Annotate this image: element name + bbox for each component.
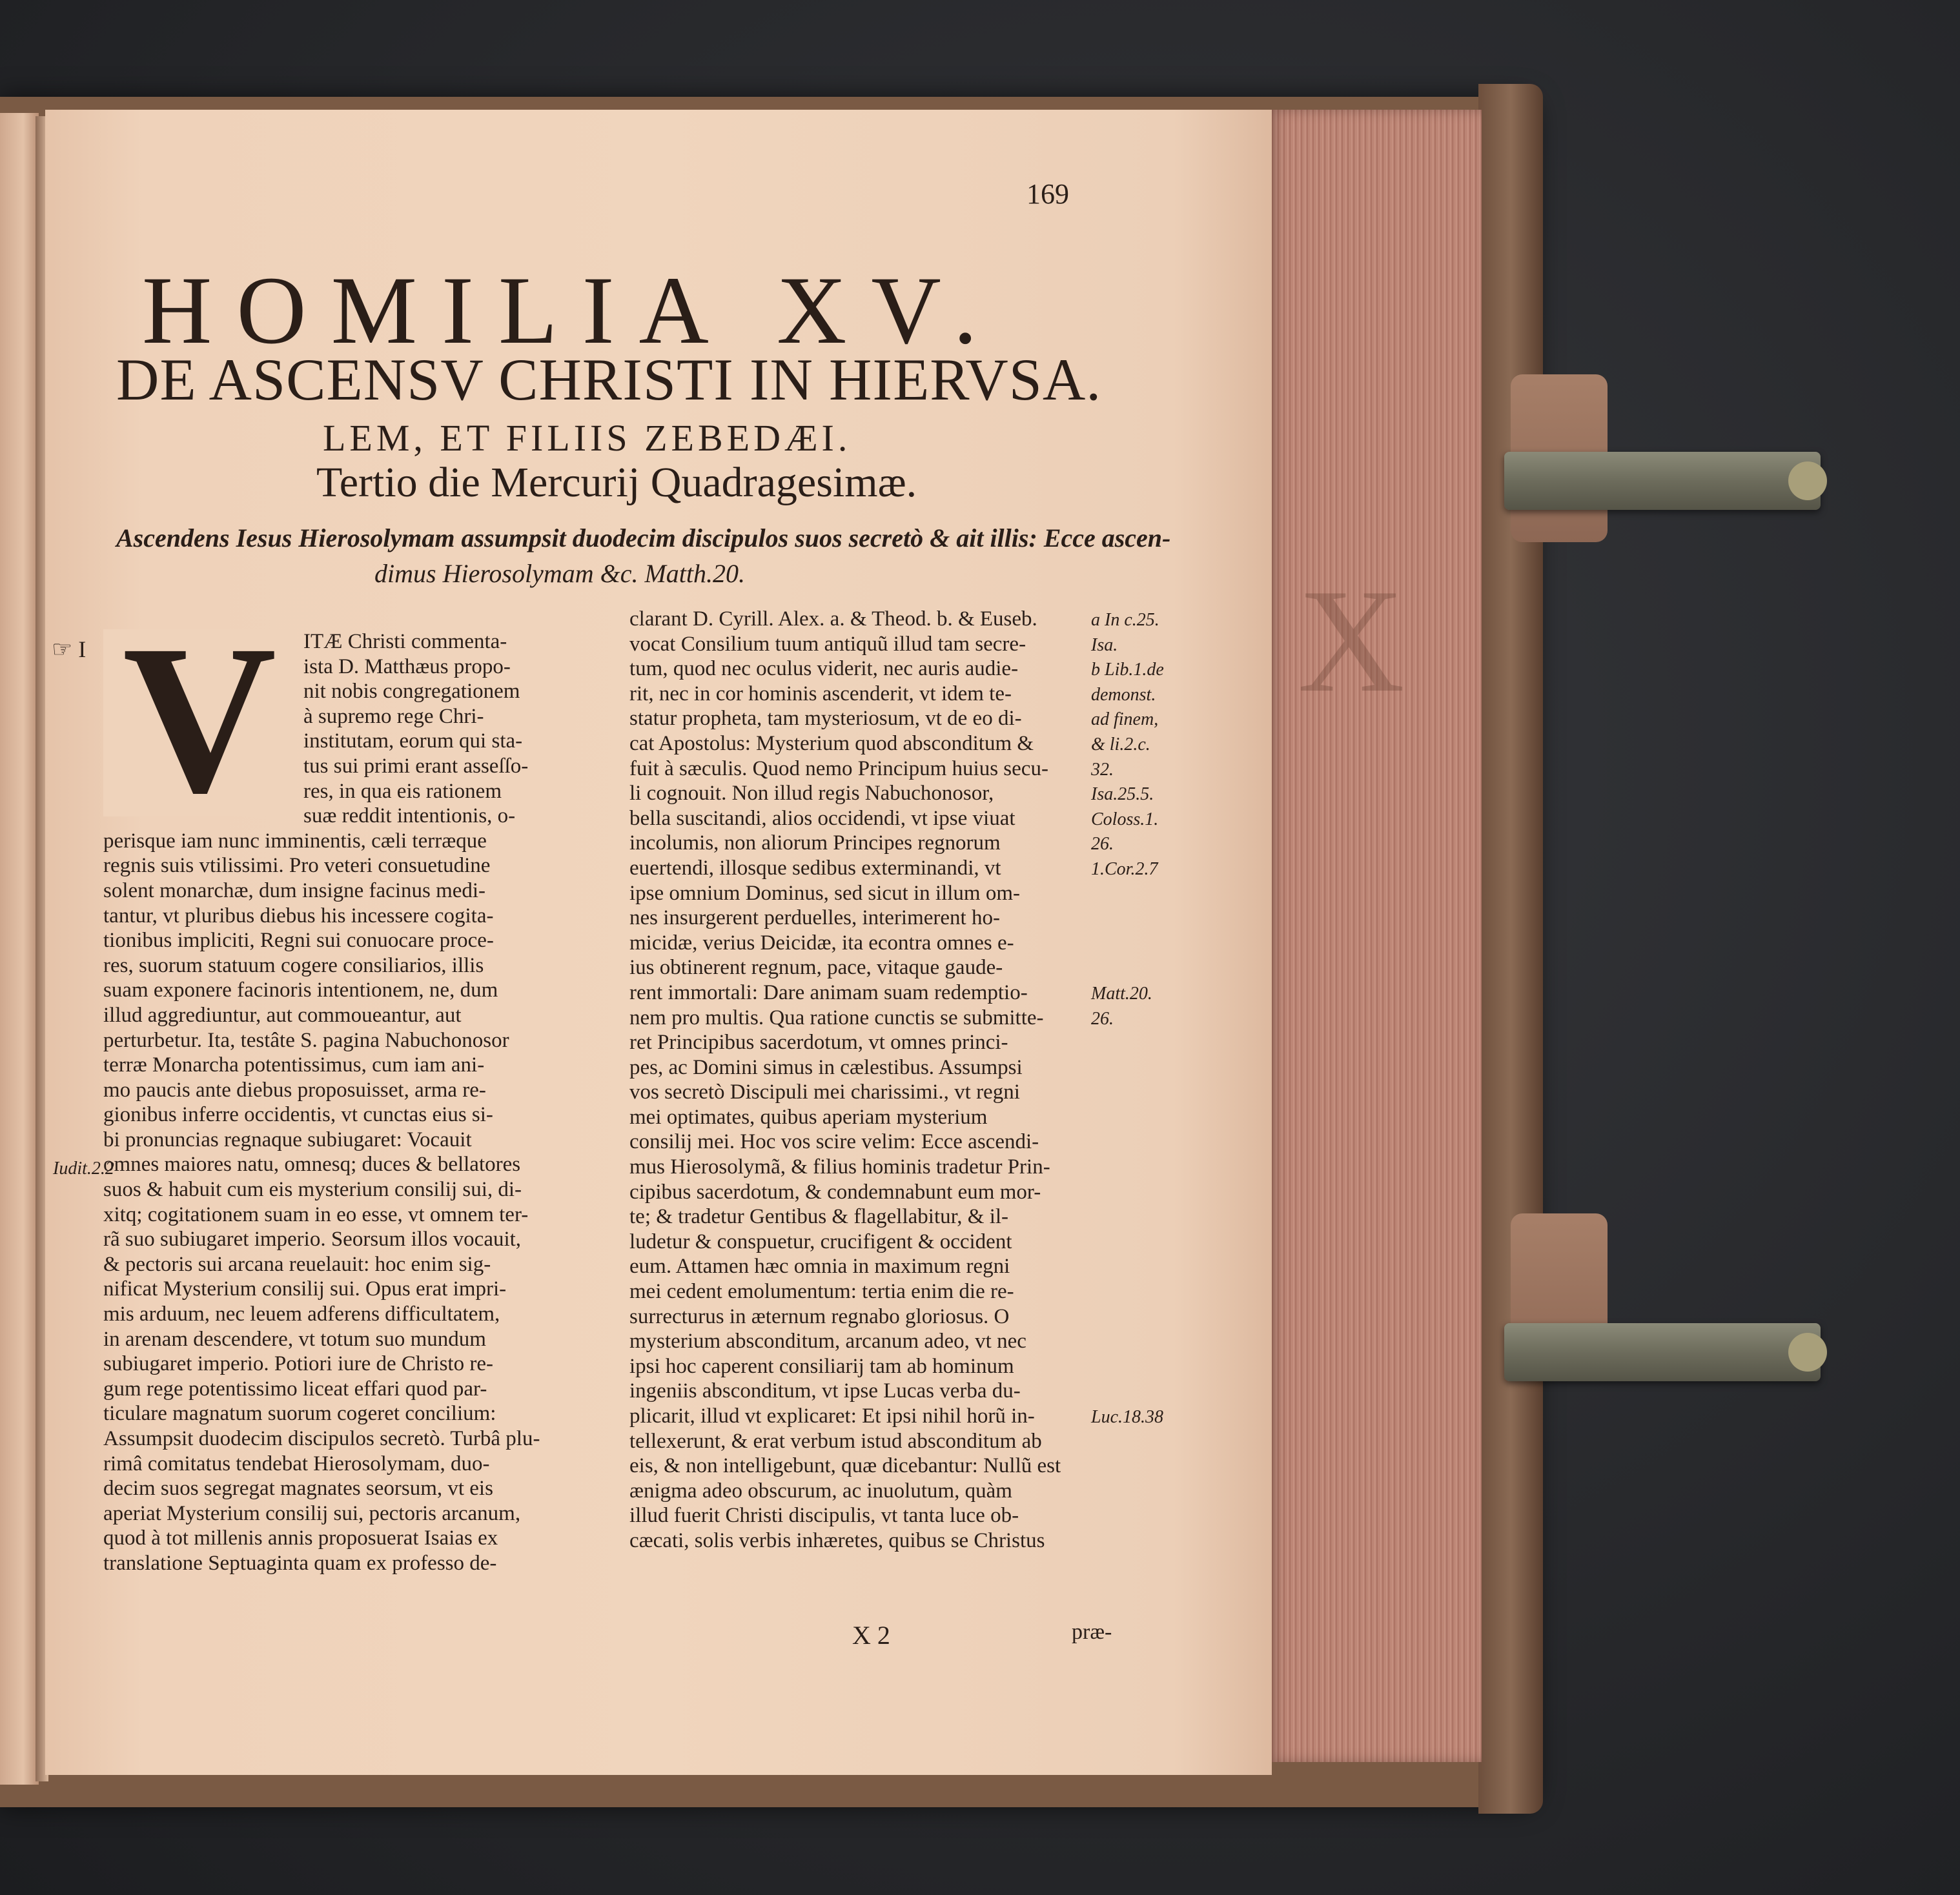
margin-citation: [1091, 1158, 1164, 1183]
text-line: mysterium absconditum, arcanum adeo, vt nec: [629, 1330, 1026, 1353]
margin-citation: Isa.25.5.: [1091, 784, 1154, 805]
text-line: nem pro multis. Qua ratione cunctis se submitte-: [629, 1006, 1044, 1029]
text-line: mo paucis ante diebus proposuisset, arma re-: [103, 1078, 486, 1102]
text-line: eis, & non intelligebunt, quæ dicebantur: Nullũ est: [629, 1454, 1061, 1478]
text-line: mei optimates, quibus aperiam mysterium: [629, 1105, 988, 1129]
margin-citation: Coloss.1.: [1091, 809, 1159, 829]
text-line: vos secretò Discipuli mei charissimi., vt regni: [629, 1080, 1020, 1104]
text-line: vocat Consilium tuum antiquũ illud tam secre-: [629, 632, 1026, 656]
text-line: rit, nec in cor hominis ascenderit, vt idem te-: [629, 682, 1012, 705]
text-line: suæ reddit intentionis, o-: [303, 804, 516, 828]
margin-citation: [1091, 1233, 1164, 1258]
margin-citation: Luc.18.38: [1091, 1407, 1163, 1427]
text-line: illud fuerit Christi discipulis, vt tanta luce ob-: [629, 1504, 1019, 1528]
text-line: subiugaret imperio. Potiori iure de Christo re-: [103, 1352, 493, 1376]
margin-citation: [1091, 1357, 1164, 1383]
margin-citation: a In c.25.: [1091, 610, 1159, 630]
text-line: aperiat Mysterium consilij sui, pectoris arcanum,: [103, 1501, 521, 1525]
text-line: ius obtinerent regnum, pace, vitaque gaude-: [629, 956, 1003, 980]
text-line: ludetur & conspuetur, crucifigent & occident: [629, 1230, 1012, 1253]
text-line: tus sui primi erant asseſſo-: [303, 754, 529, 778]
margin-citation: demonst.: [1091, 684, 1156, 705]
text-line: ista D. Matthæus propo-: [303, 654, 511, 678]
margin-citation: [1091, 1083, 1164, 1108]
text-line: Assumpsit duodecim discipulos secretò. Turbâ plu-: [103, 1427, 540, 1450]
text-line: rã suo subiugaret imperio. Seorsum illos vocauit,: [103, 1228, 522, 1252]
text-line: tellexerunt, & erat verbum istud absconditum ab: [629, 1429, 1042, 1453]
text-line: mis arduum, nec leuem adferens difficultatem,: [103, 1302, 500, 1326]
homily-subtitle: DE ASCENSV CHRISTI IN HIERVSA.: [116, 347, 1102, 412]
text-line: ingeniis absconditum, vt ipse Lucas verba du-: [629, 1379, 1021, 1403]
text-line: gum rege potentissimo liceat effari quod par-: [103, 1377, 487, 1401]
text-line: pes, ac Domini simus in cælestibus. Assumpsi: [629, 1055, 1023, 1079]
text-line: & pectoris sui arcana reuelauit: hoc enim sig-: [103, 1252, 491, 1276]
text-line: fuit à sæculis. Quod nemo Principum huius secu-: [629, 756, 1048, 780]
margin-citation: [1091, 1282, 1164, 1308]
margin-citation: [1091, 1308, 1164, 1333]
margin-citation: [1091, 1108, 1164, 1133]
text-line: euertendi, illosque sedibus exterminandi, vt: [629, 856, 1001, 880]
catchword: præ-: [1072, 1620, 1112, 1644]
text-line: statur propheta, tam mysteriosum, vt de eo di-: [629, 707, 1022, 731]
text-line: decim suos segregat magnates seorsum, vt eis: [103, 1477, 493, 1501]
margin-citation: [1091, 1133, 1164, 1158]
text-line: res, in qua eis rationem: [303, 779, 502, 803]
text-line: ticulare magnatum suorum cogeret concilium:: [103, 1402, 496, 1426]
text-line: surrecturus in æternum regnabo gloriosus. O: [629, 1304, 1010, 1328]
margin-citation: [1091, 934, 1164, 959]
text-line: omnes maiores natu, omnesq; duces & bellatores: [103, 1153, 521, 1177]
text-line: mei cedent emolumentum: tertia enim die re-: [629, 1280, 1014, 1304]
text-line: consilij mei. Hoc vos scire velim: Ecce ascendi-: [629, 1130, 1039, 1154]
scripture-quote-continued: dimus Hierosolymam &c. Matth.20.: [374, 559, 746, 588]
text-line: suos & habuit cum eis mysterium consilij sui, di-: [103, 1178, 522, 1202]
margin-citation: [1091, 1332, 1164, 1357]
text-line: cipibus sacerdotum, & condemnabunt eum mor-: [629, 1180, 1041, 1204]
homily-subtitle-continued: LEM, ET FILIIS ZEBEDÆI.: [323, 417, 852, 459]
scripture-quote: Ascendens Iesus Hierosolymam assumpsit duodecim discipulos suos secretò & ait illis: Ecce ascen-: [116, 523, 1171, 552]
text-line: illud aggrediuntur, aut commoueantur, aut: [103, 1003, 462, 1027]
margin-citation: [1091, 1257, 1164, 1282]
text-line: cæcati, solis verbis inhæretes, quibus se Christus: [629, 1528, 1045, 1552]
text-line: terræ Monarcha potentissimus, cum iam ani-: [103, 1053, 485, 1077]
page-number: 169: [1026, 178, 1069, 210]
margin-citation: [1091, 1382, 1164, 1407]
left-margin-citation: Iudit.2.2: [53, 1159, 114, 1179]
lower-clasp-strap[interactable]: [1504, 1323, 1821, 1381]
margin-citation: [1091, 1183, 1164, 1208]
margin-citation: 32.: [1091, 759, 1114, 780]
text-line: res, suorum statuum cogere consiliarios, illis: [103, 953, 484, 977]
margin-citation: [1091, 1033, 1164, 1059]
margin-citation: [1091, 909, 1164, 934]
text-line: rent immortali: Dare animam suam redemptio-: [629, 980, 1028, 1004]
text-line: tantur, vt pluribus diebus his incessere cogita-: [103, 904, 494, 927]
upper-clasp-strap[interactable]: [1504, 452, 1821, 510]
margin-citation: Isa.: [1091, 634, 1118, 655]
text-line: mus Hierosolymã, & filius hominis tradetur Prin-: [629, 1155, 1050, 1179]
manicule-section-mark: ☞ I: [52, 636, 87, 662]
day-heading: Tertio die Mercurij Quadragesimæ.: [316, 459, 917, 506]
text-line: eum. Attamen hæc omnia in maximum regni: [629, 1255, 1010, 1279]
text-line: suam exponere facinoris intentionem, ne, dum: [103, 978, 498, 1002]
margin-citation: [1091, 1208, 1164, 1233]
margin-citation: ad finem,: [1091, 709, 1159, 730]
show-through-mark: X: [1298, 558, 1405, 723]
text-line: incolumis, non aliorum Principes regnorum: [629, 831, 1001, 855]
text-line: ipse omnium Dominus, sed sicut in illum om-: [629, 881, 1020, 905]
text-line: ænigma adeo obscurum, ac inuolutum, quàm: [629, 1479, 1012, 1503]
text-line: clarant D. Cyrill. Alex. a. & Theod. b. & Euseb.: [629, 607, 1037, 631]
margin-citation: & li.2.c.: [1091, 734, 1150, 755]
text-line: solent monarchæ, dum insigne facinus medi-: [103, 878, 486, 902]
text-line: regnis suis vtilissimi. Pro veteri consuetudine: [103, 854, 491, 878]
text-line: ret Principibus sacerdotum, vt omnes princi-: [629, 1031, 1008, 1055]
lower-clasp-pin: [1788, 1333, 1827, 1372]
right-margin-citations: [1091, 610, 1164, 1432]
right-text-column: [629, 607, 1107, 1554]
homily-title: HOMILIA XV.: [142, 257, 1002, 364]
text-line: perisque iam nunc imminentis, cæli terræque: [103, 829, 487, 853]
text-line: bella suscitandi, alios occidendi, vt ipse viuat: [629, 806, 1016, 830]
page-fore-edge: [1269, 110, 1482, 1762]
text-line: te; & tradetur Gentibus & flagellabitur, & il-: [629, 1205, 1009, 1229]
text-line: cat Apostolus: Mysterium quod absconditum &: [629, 731, 1034, 755]
text-line: à supremo rege Chri-: [303, 704, 484, 728]
text-line: micidæ, verius Deicidæ, ita econtra omnes e-: [629, 931, 1014, 955]
margin-citation: 26.: [1091, 1008, 1114, 1029]
text-line: ITÆ Christi commenta-: [303, 630, 507, 653]
signature-mark: X 2: [852, 1621, 890, 1650]
book-cover-edge: [1478, 84, 1543, 1814]
margin-citation: 26.: [1091, 834, 1114, 855]
text-line: rimâ comitatus tendebat Hierosolymam, duo-: [103, 1452, 490, 1475]
text-line: translatione Septuaginta quam ex professo de-: [103, 1551, 497, 1575]
text-line: quod à tot millenis annis proposuerat Isaias ex: [103, 1526, 498, 1550]
text-line: gionibus inferre occidentis, vt cunctas eius si-: [103, 1103, 493, 1127]
text-line: xitq; cogitationem suam in eo esse, vt omnem ter-: [103, 1202, 529, 1226]
text-line: li cognouit. Non illud regis Nabuchonosor,: [629, 782, 994, 806]
margin-citation: b Lib.1.de: [1091, 660, 1164, 680]
left-page-edge: [0, 113, 39, 1785]
margin-citation: 1.Cor.2.7: [1091, 858, 1158, 879]
text-line: bi pronuncias regnaque subiugaret: Vocauit: [103, 1128, 472, 1151]
decorated-initial: V: [123, 602, 277, 837]
text-line: tionibus impliciti, Regni sui conuocare proce-: [103, 929, 494, 953]
margin-citation: [1091, 884, 1164, 909]
margin-citation: [1091, 958, 1164, 984]
text-line: nit nobis congregationem: [303, 680, 520, 704]
upper-clasp-pin: [1788, 461, 1827, 500]
text-line: tum, quod nec oculus viderit, nec auris audie-: [629, 657, 1019, 681]
text-line: plicarit, illud vt explicaret: Et ipsi nihil horũ in-: [629, 1404, 1035, 1428]
text-line: institutam, eorum qui sta-: [303, 729, 523, 753]
text-line: nes insurgerent perduelles, interimerent ho-: [629, 906, 1000, 930]
text-line: in arenam descendere, vt totum suo mundum: [103, 1327, 486, 1351]
margin-citation: [1091, 1059, 1164, 1084]
text-line: ipsi hoc caperent consiliarij tam ab hominum: [629, 1354, 1014, 1378]
margin-citation: Matt.20.: [1091, 983, 1152, 1004]
text-line: nificat Mysterium consilij sui. Opus erat impri-: [103, 1277, 507, 1301]
text-line: perturbetur. Ita, testâte S. pagina Nabuchonosor: [103, 1028, 509, 1052]
